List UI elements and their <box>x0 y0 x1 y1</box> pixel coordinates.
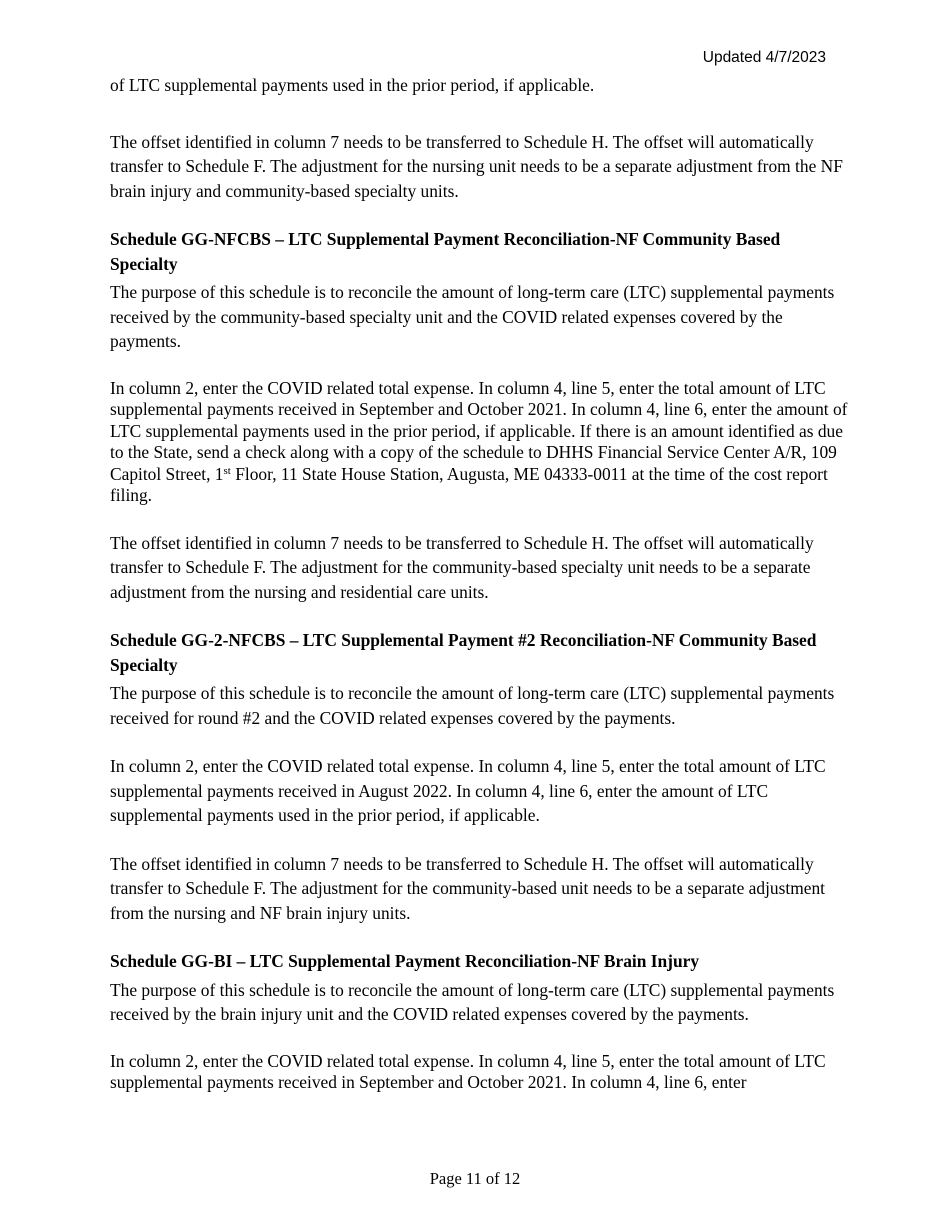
gg-bi-paragraph-2: In column 2, enter the COVID related total expense. In column 4, line 5, enter the total amount of LTC supplemental payments received in September and October 2021. In column 4, line 6, enter <box>110 1050 826 1092</box>
gg2-nfcbs-paragraph-3: The offset identified in column 7 needs to be transferred to Schedule H. The offset will automatically transfer to Schedule F. The adjustment for the community-based unit needs to be a separate adjustment from the nursing and NF brain injury units. <box>110 853 825 923</box>
gg-nfcbs-paragraph-2-text-b: Floor, 11 State House Station, Augusta, ME 04333-0011 at the time of the cost report filing. <box>110 463 828 505</box>
gg-nfcbs-paragraph-2 <box>110 378 850 507</box>
section-heading-gg-bi: Schedule GG-BI – LTC Supplemental Payment Reconciliation-NF Brain Injury <box>110 951 700 971</box>
section-gg2-nfcbs <box>110 628 850 925</box>
updated-date: Updated 4/7/2023 <box>702 49 826 66</box>
gg-bi-paragraph-1: The purpose of this schedule is to reconcile the amount of long-term care (LTC) supplemental payments received by the brain injury unit and the COVID related expenses covered by the payments. <box>110 979 835 1024</box>
intro-paragraph-2: The offset identified in column 7 needs to be transferred to Schedule H. The offset will automatically transfer to Schedule F. The adjustment for the nursing unit needs to be a separate adjustment from the NF brain injury and community-based specialty units. <box>110 131 843 201</box>
page-number: Page 11 of 12 <box>429 1169 521 1188</box>
intro-paragraph-1: of LTC supplemental payments used in the prior period, if applicable. <box>110 75 595 95</box>
gg-nfcbs-paragraph-3: The offset identified in column 7 needs to be transferred to Schedule H. The offset will automatically transfer to Schedule F. The adjustment for the community-based specialty unit needs to be a separate adjustment from the nursing and residential care units. <box>110 532 814 602</box>
gg2-nfcbs-paragraph-1: The purpose of this schedule is to reconcile the amount of long-term care (LTC) supplemental payments received for round #2 and the COVID related expenses covered by the payments. <box>110 683 835 728</box>
gg-nfcbs-paragraph-2-text-a: In column 2, enter the COVID related total expense. In column 4, line 5, enter the total amount of LTC supplemental payments received in September and October 2021. In column 4, line 6, enter the amount of LTC supplemental payments used in the prior period, if applicable. If there is an amount identified as due to the State, send a check along with a copy of the schedule to DHHS Financial Service Center A/R, 109 Capitol Street, 1 <box>110 377 848 484</box>
gg-nfcbs-paragraph-1: The purpose of this schedule is to reconcile the amount of long-term care (LTC) supplemental payments received by the community-based specialty unit and the COVID related expenses covered by the payments. <box>110 282 835 351</box>
section-heading-gg-nfcbs: Schedule GG-NFCBS – LTC Supplemental Payment Reconciliation-NF Community Based Specialty <box>110 229 781 274</box>
section-gg-bi <box>110 949 850 1094</box>
gg2-nfcbs-paragraph-2: In column 2, enter the COVID related total expense. In column 4, line 5, enter the total amount of LTC supplemental payments received in August 2022. In column 4, line 6, enter the amount of LTC supplemental payments used in the prior period, if applicable. <box>110 756 826 825</box>
section-heading-gg2-nfcbs: Schedule GG-2-NFCBS – LTC Supplemental Payment #2 Reconciliation-NF Community Based Specialty <box>110 630 817 675</box>
document-body <box>110 73 850 1118</box>
section-gg-nfcbs <box>110 227 850 604</box>
ordinal-suffix: st <box>223 464 231 477</box>
